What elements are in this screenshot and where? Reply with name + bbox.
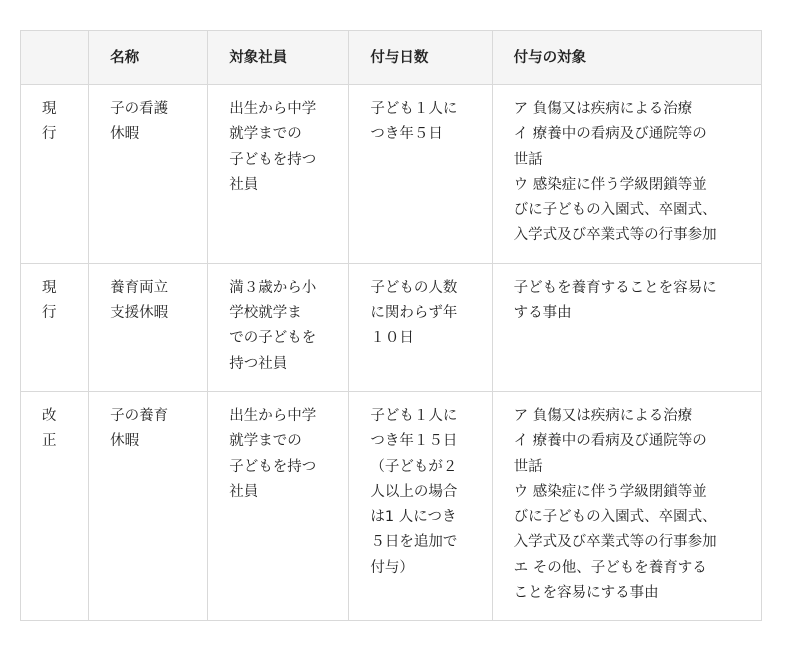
grant-purpose-cell-line: 世話 xyxy=(513,458,543,475)
leave-comparison-table xyxy=(20,30,762,621)
grant-purpose-cell-line: 入学式及び卒業式等の行事参加 xyxy=(513,534,717,551)
status-cell-line: 行 xyxy=(42,305,57,322)
grant-purpose-cell-line: ことを容易にする事由 xyxy=(513,585,659,602)
grant-purpose-cell xyxy=(492,391,761,620)
status-cell-line: 改 xyxy=(42,407,57,424)
eligible-employees-cell-line: 学校就学ま xyxy=(229,305,302,322)
granted-days-cell xyxy=(349,85,492,264)
eligible-employees-cell-line: での子どもを xyxy=(229,330,317,347)
granted-days-cell-line: に関わらず年 xyxy=(370,305,458,322)
eligible-employees-cell-line: 社員 xyxy=(229,176,259,193)
granted-days-cell-line: 付与） xyxy=(370,559,414,576)
leave-name-cell-line: 支援休暇 xyxy=(110,305,169,322)
table-row xyxy=(21,85,762,264)
granted-days-cell-line: 子どもの人数 xyxy=(370,279,458,296)
eligible-employees-cell xyxy=(208,391,349,620)
granted-days-cell xyxy=(349,391,492,620)
leave-name-cell xyxy=(89,85,208,264)
eligible-employees-cell-line: 持つ社員 xyxy=(229,355,288,372)
header-name: 名称 xyxy=(89,31,208,85)
grant-purpose-cell-line: ウ 感染症に伴う学級閉鎖等並 xyxy=(513,483,707,500)
leave-name-cell-line: 子の養育 xyxy=(110,407,169,424)
header-grant-purpose: 付与の対象 xyxy=(492,31,761,85)
grant-purpose-cell xyxy=(492,85,761,264)
status-cell-line: 現 xyxy=(42,101,57,117)
eligible-employees-cell-line: 子どもを持つ xyxy=(229,458,317,475)
status-cell xyxy=(21,85,89,264)
granted-days-cell-line: 子ども１人に xyxy=(370,407,458,424)
grant-purpose-cell-line: する事由 xyxy=(513,305,572,322)
status-cell-line: 正 xyxy=(42,433,57,450)
table-row xyxy=(21,263,762,391)
eligible-employees-cell xyxy=(208,263,349,391)
grant-purpose-cell-line: エ その他、子どもを養育する xyxy=(513,559,707,576)
status-cell xyxy=(21,391,89,620)
table-row xyxy=(21,391,762,620)
grant-purpose-cell-line: イ 療養中の看病及び通院等の xyxy=(513,126,707,143)
grant-purpose-cell-line: びに子どもの入園式、卒園式、 xyxy=(513,509,717,526)
granted-days-cell-line: 子ども１人に xyxy=(370,101,458,117)
eligible-employees-cell-line: 出生から中学 xyxy=(229,101,317,117)
leave-name-cell xyxy=(89,263,208,391)
status-cell-line: 現 xyxy=(42,279,57,296)
table-header-row xyxy=(21,31,762,85)
eligible-employees-cell xyxy=(208,85,349,264)
leave-name-cell-line: 休暇 xyxy=(110,433,140,450)
grant-purpose-cell-line: ア 負傷又は疾病による治療 xyxy=(513,407,693,424)
grant-purpose-cell-line: イ 療養中の看病及び通院等の xyxy=(513,433,707,450)
grant-purpose-cell-line: 子どもを養育することを容易に xyxy=(513,279,717,296)
grant-purpose-cell-line: ア 負傷又は疾病による治療 xyxy=(513,101,693,117)
header-eligible-employees: 対象社員 xyxy=(208,31,349,85)
granted-days-cell-line: １０日 xyxy=(370,330,414,347)
granted-days-cell-line: （子どもが２ xyxy=(370,458,458,475)
granted-days-cell xyxy=(349,263,492,391)
eligible-employees-cell-line: 就学までの xyxy=(229,433,302,450)
grant-purpose-cell-line: びに子どもの入園式、卒園式、 xyxy=(513,202,717,219)
leave-name-cell-line: 養育両立 xyxy=(110,279,169,296)
eligible-employees-cell-line: 出生から中学 xyxy=(229,407,317,424)
granted-days-cell-line: 人以上の場合 xyxy=(370,483,458,500)
header-status xyxy=(21,31,89,85)
status-cell-line: 行 xyxy=(42,126,57,143)
grant-purpose-cell-line: 世話 xyxy=(513,151,543,168)
eligible-employees-cell-line: 就学までの xyxy=(229,126,302,143)
granted-days-cell-line: ５日を追加で xyxy=(370,534,458,551)
eligible-employees-cell-line: 満３歳から小 xyxy=(229,279,317,296)
status-cell xyxy=(21,263,89,391)
granted-days-cell-line: は1 人につき xyxy=(370,509,457,526)
grant-purpose-cell-line: 入学式及び卒業式等の行事参加 xyxy=(513,227,717,244)
granted-days-cell-line: つき年１５日 xyxy=(370,433,458,450)
grant-purpose-cell xyxy=(492,263,761,391)
leave-name-cell-line: 子の看護 xyxy=(110,101,169,117)
eligible-employees-cell-line: 子どもを持つ xyxy=(229,151,317,168)
granted-days-cell-line: つき年５日 xyxy=(370,126,443,143)
leave-name-cell xyxy=(89,391,208,620)
header-granted-days: 付与日数 xyxy=(349,31,492,85)
leave-name-cell-line: 休暇 xyxy=(110,126,140,143)
eligible-employees-cell-line: 社員 xyxy=(229,483,259,500)
grant-purpose-cell-line: ウ 感染症に伴う学級閉鎖等並 xyxy=(513,176,707,193)
